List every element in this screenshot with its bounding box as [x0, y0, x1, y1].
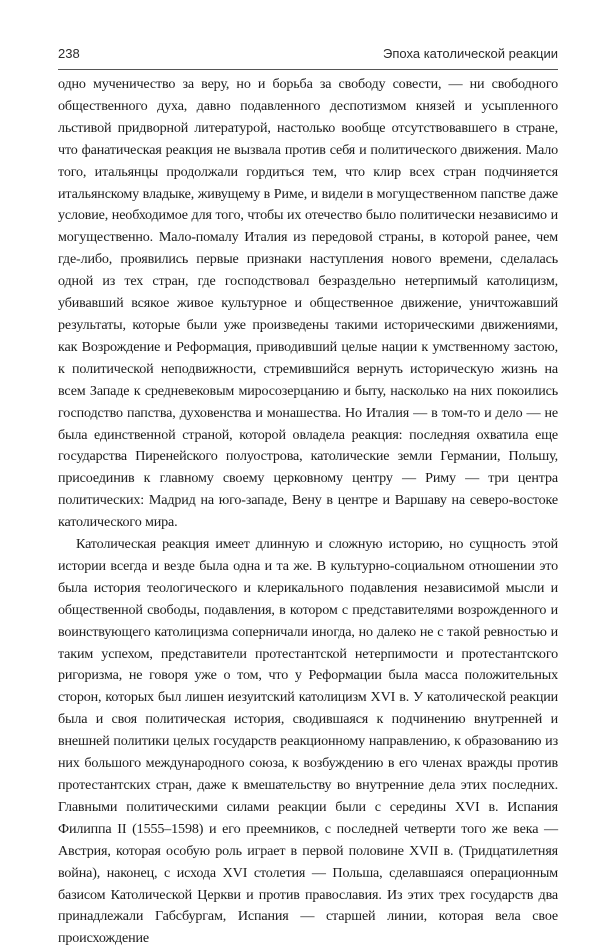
section-title: Эпоха католической реакции — [383, 46, 558, 61]
header-rule — [58, 69, 558, 70]
book-page — [58, 0, 558, 947]
page-number: 238 — [58, 46, 80, 61]
paragraph-continuation: одно мученичество за веру, но и борьба за свободу совести, — ни свободного общественного духа, давно подавленного деспотизмом князей и усыпленного льстивой придворной литературой, настолько вообще отсутствовавшего в стране, что фанатическая реакция не вызвала против себя и политического движения. Мало того, итальянцы продолжали гордиться тем, что клир всех стран подчиняется итальянскому владыке, живущему в Риме, и видели в могущественном папстве даже условие, необходимое для того, чтобы их отечество было политически независимо и могущественно. Мало-помалу Италия из передовой страны, в которой ранее, чем где-либо, проявились первые признаки наступления нового времени, сделалась одной из тех стран, где господствовал безраздельно нетерпимый католицизм, убивавший всякое живое культурное и общественное движение, уничтожавший результаты, которые были уже произведены такими историческими движениями, как Возрождение и Реформация, приводивший целые нации к умственному застою, к политической неподвижности, стремившийся вернуть историческую жизнь на всем Западе к средневековым миросозерцанию и быту, насколько на них покоились господство папства, духовенства и монашества. Но Италия — в том-то и дело — не была единственной страной, которой овладела реакция: последняя охватила еще государства Пиренейского полуострова, католические земли Германии, Польшу, присоединив к главному своему церковному центру — Риму — три центра политических: Мадрид на юго-западе, Вену в центре и Варшаву на северо-востоке католического мира. — [58, 76, 558, 531]
body-text — [58, 74, 558, 950]
running-head — [58, 46, 558, 66]
paragraph: Католическая реакция имеет длинную и сложную историю, но сущность этой истории всегда и везде была одна и та же. В культурно-социальном отношении это была история теологического и клерикального подавления независимой мысли и общественной свободы, подавления, в котором с представителями возрожденного и воинствующего католицизма соперничали иногда, но далеко не с такой ревностью и таким успехом, представители протестантской нетерпимости и протестантского ригоризма, не говоря уже о том, что у Реформации была масса положительных сторон, которых был лишен иезуитский католицизм XVI в. У католической реакции была и своя политическая история, сводившаяся к подчинению внутренней и внешней политики целых государств реакционному направлению, к образованию из них большого международного союза, к возбуждению в его членах вражды против протестантских стран, даже к вмешательству во внутренние дела этих последних. Главными политическими силами реакции были с середины XVI в. Испания Филиппа II (1555–1598) и его преемников, с последней четверти того же века — Австрия, которая особую роль играет в первой половине XVII в. (Тридцатилетняя война), наконец, с исхода XVI столетия — Польша, сделавшаяся операционным базисом Католической Церкви и против православия. Из этих трех государств два принадлежали Габсбургам, Испания — старшей линии, которая вела свое происхождение — [58, 536, 558, 947]
